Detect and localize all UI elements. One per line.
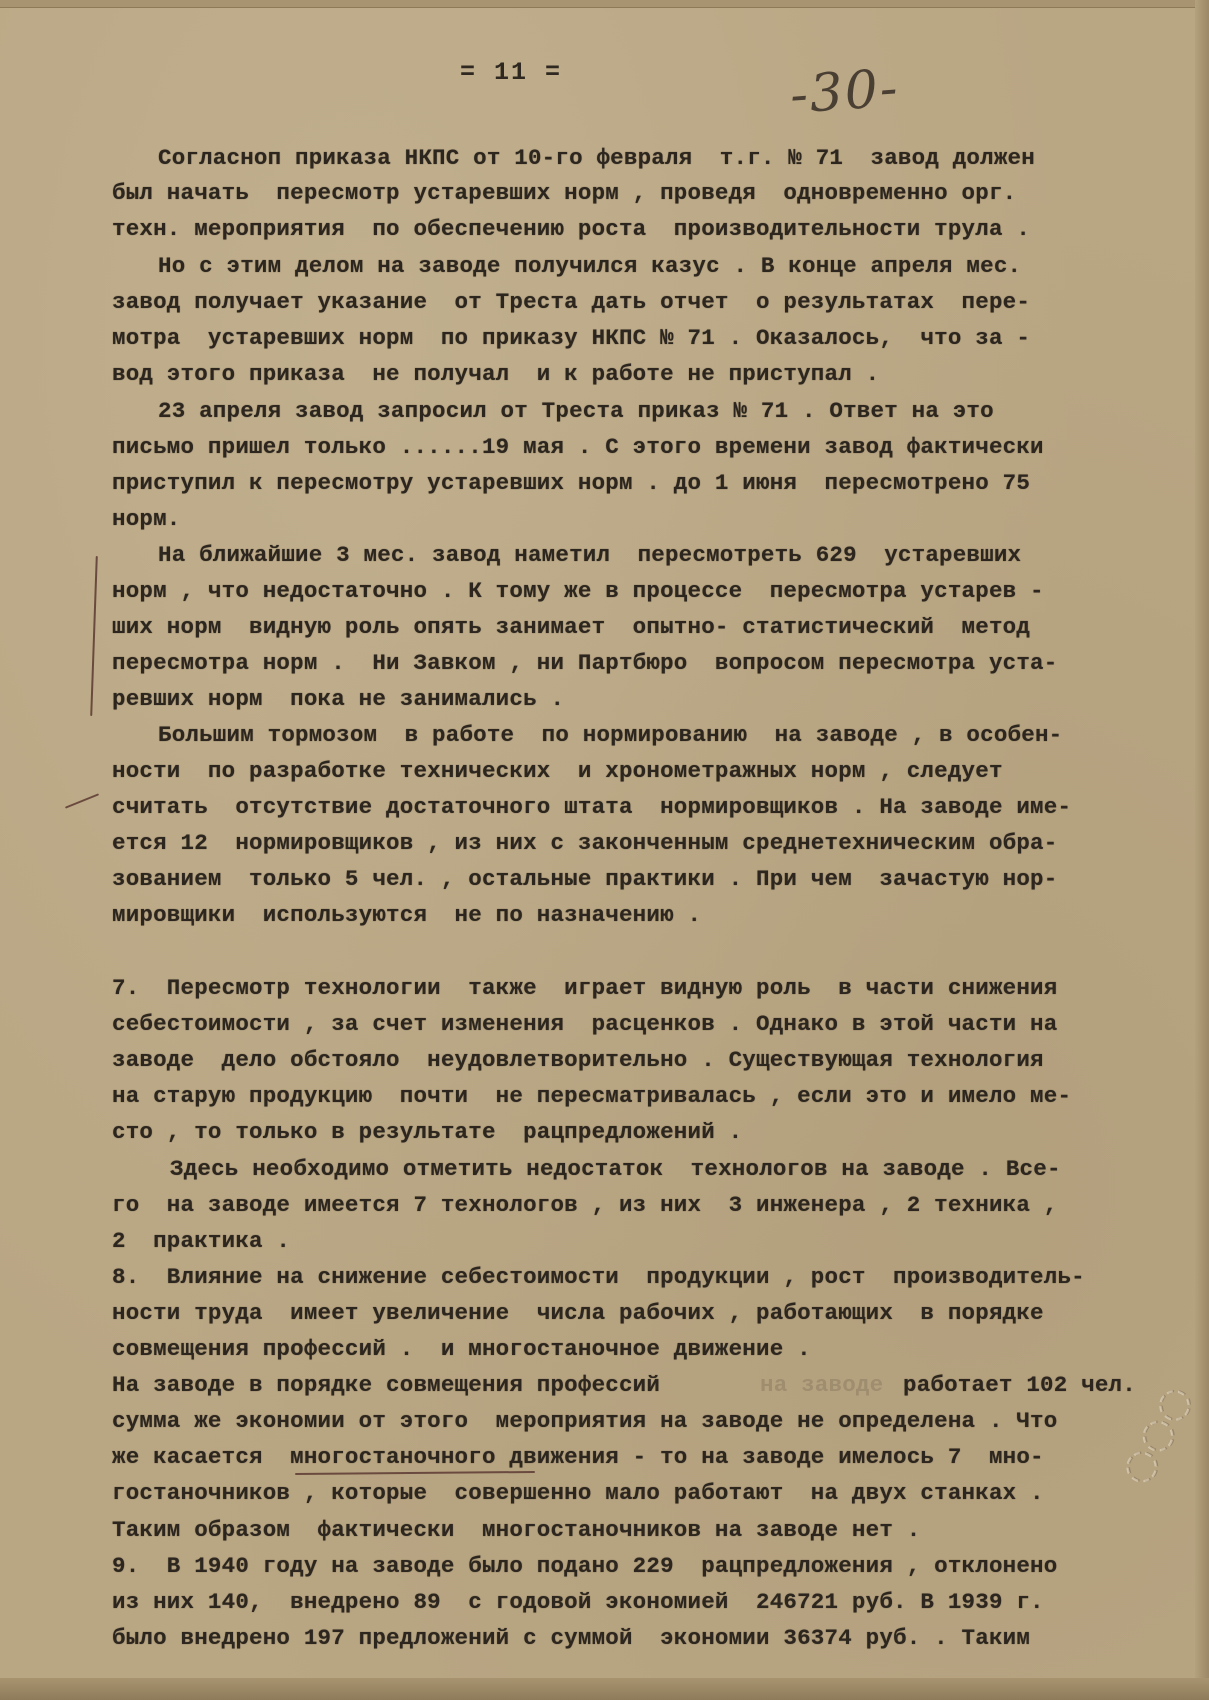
page-number: = 11 = xyxy=(460,58,563,87)
text-line: норм. xyxy=(112,506,181,532)
text-line: сто , то только в результате рацпредложений . xyxy=(112,1119,743,1145)
text-line: на старую продукцию почти не пересматривалась , если это и имело ме- xyxy=(112,1083,1072,1109)
embossed-stamp: ◌◌◌ xyxy=(1110,1377,1201,1493)
paper-top-edge xyxy=(0,0,1209,8)
text-line: считать отсутствие достаточного штата нормировщиков . На заводе име- xyxy=(112,794,1072,820)
text-line: 8. Влияние на снижение себестоимости продукции , рост производитель- xyxy=(112,1264,1085,1290)
underline-pen-mark xyxy=(295,1471,535,1475)
text-line: было внедрено 197 предложений с суммой экономии 36374 руб. . Таким xyxy=(112,1625,1031,1651)
text-line: зованием только 5 чел. , остальные практики . При чем зачастую нор- xyxy=(112,866,1058,892)
text-line: 23 апреля завод запросил от Треста приказ № 71 . Ответ на это xyxy=(158,398,994,424)
text-line: На заводе в порядке совмещения профессий xyxy=(112,1372,661,1398)
text-line: 7. Пересмотр технологии также играет видную роль в части снижения xyxy=(112,975,1058,1001)
text-line: же касается многостаночного движения - то на заводе имелось 7 мно- xyxy=(112,1444,1044,1470)
text-line: мировщики используются не по назначению . xyxy=(112,902,702,928)
text-line: Большим тормозом в работе по нормированию на заводе , в особен- xyxy=(158,722,1063,748)
text-line: Таким образом фактически многостаночников на заводе нет . xyxy=(112,1517,921,1543)
text-line: 2 практика . xyxy=(112,1228,291,1254)
text-line: ревших норм пока не занимались . xyxy=(112,686,565,712)
text-line: совмещения профессий . и многостаночное движение . xyxy=(112,1336,811,1362)
erased-text: на заводе xyxy=(760,1372,884,1398)
handwritten-page-number: -30- xyxy=(788,58,902,126)
text-line: Но с этим делом на заводе получился казус . В конце апреля мес. xyxy=(158,253,1022,279)
margin-pen-mark-vertical xyxy=(90,556,98,716)
text-line: завод получает указание от Треста дать отчет о результатах пере- xyxy=(112,289,1031,315)
text-line: письмо пришел только ......19 мая . С этого времени завод фактически xyxy=(112,434,1044,460)
paper-bottom-edge xyxy=(0,1678,1209,1700)
text-line: 9. В 1940 году на заводе было подано 229 рацпредложения , отклонено xyxy=(112,1553,1058,1579)
text-line: гостаночников , которые совершенно мало работают на двух станках . xyxy=(112,1480,1044,1506)
text-line: ется 12 нормировщиков , из них с законченным среднетехническим обра- xyxy=(112,830,1058,856)
text-line: вод этого приказа не получал и к работе не приступал . xyxy=(112,361,880,387)
text-line: ности по разработке технических и хронометражных норм , следует xyxy=(112,758,1003,784)
text-line: был начать пересмотр устаревших норм , проведя одновременно орг. xyxy=(112,180,1017,206)
text-line: из них 140, внедрено 89 с годовой экономией 246721 руб. В 1939 г. xyxy=(112,1589,1044,1615)
text-line: работает 102 чел. xyxy=(903,1372,1136,1398)
text-line: приступил к пересмотру устаревших норм . до 1 июня пересмотрено 75 xyxy=(112,470,1031,496)
text-line: сумма же экономии от этого мероприятия на заводе не определена . Что xyxy=(112,1408,1058,1434)
text-line: Согласноп приказа НКПС от 10-го февраля т.г. № 71 завод должен xyxy=(158,145,1035,171)
text-line: пересмотра норм . Ни Завком , ни Партбюро вопросом пересмотра уста- xyxy=(112,650,1058,676)
text-line: Здесь необходимо отметить недостаток технологов на заводе . Все- xyxy=(170,1156,1061,1182)
text-line: ности труда имеет увеличение числа рабочих , работающих в порядке xyxy=(112,1300,1044,1326)
text-line: ших норм видную роль опять занимает опытно- статистический метод xyxy=(112,614,1031,640)
text-line: техн. мероприятия по обеспечению роста производительности трула . xyxy=(112,216,1031,242)
text-line: мотра устаревших норм по приказу НКПС № 71 . Оказалось, что за - xyxy=(112,325,1031,351)
text-line: На ближайшие 3 мес. завод наметил пересмотреть 629 устаревших xyxy=(158,542,1022,568)
text-line: го на заводе имеется 7 технологов , из них 3 инженера , 2 техника , xyxy=(112,1192,1058,1218)
text-line: себестоимости , за счет изменения расценков . Однако в этой части на xyxy=(112,1011,1058,1037)
text-line: норм , что недостаточно . К тому же в процессе пересмотра устарев - xyxy=(112,578,1044,604)
margin-pen-mark-slash xyxy=(65,793,99,808)
text-line: заводе дело обстояло неудовлетворительно . Существующая технология xyxy=(112,1047,1044,1073)
